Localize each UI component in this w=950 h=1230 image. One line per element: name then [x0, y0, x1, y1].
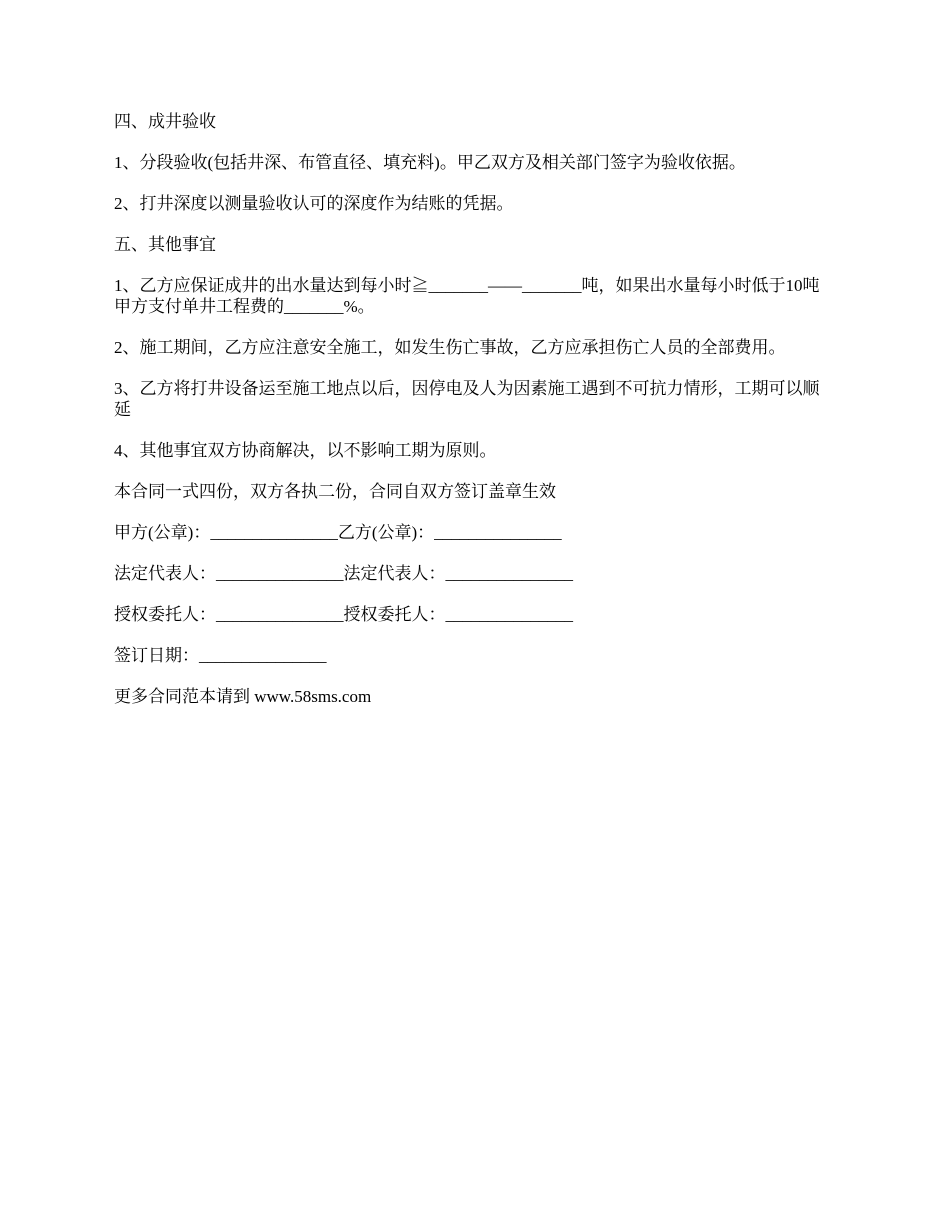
- signature-date: 签订日期：_______________: [114, 646, 327, 665]
- contract-copies-statement: 本合同一式四份，双方各执二份，合同自双方签订盖章生效: [114, 482, 556, 501]
- clause-water-output: 1、乙方应保证成井的出水量达到每小时≧_______——_______吨，如果出水量每小时低于10吨甲方支付单井工程费的_______%。: [114, 276, 820, 316]
- clause-construction-safety: 2、施工期间，乙方应注意安全施工，如发生伤亡事故，乙方应承担伤亡人员的全部费用。: [114, 338, 786, 357]
- section-heading-other-matters: 五、其他事宜: [114, 235, 216, 254]
- clause-force-majeure: 3、乙方将打井设备运至施工地点以后，因停电及人为因素施工遇到不可抗力情形，工期可以顺延: [114, 379, 820, 419]
- signature-legal-representatives: 法定代表人：_______________法定代表人：_______________: [114, 564, 573, 583]
- clause-staged-acceptance: 1、分段验收(包括井深、布管直径、填充料)。甲乙双方及相关部门签字为验收依据。: [114, 153, 746, 172]
- clause-other-negotiation: 4、其他事宜双方协商解决，以不影响工期为原则。: [114, 441, 497, 460]
- footer-more-templates: 更多合同范本请到 www.58sms.com: [114, 687, 372, 706]
- section-heading-acceptance: 四、成井验收: [114, 112, 216, 131]
- signature-party-seals: 甲方(公章)：_______________乙方(公章)：_______________: [114, 523, 562, 542]
- clause-well-depth: 2、打井深度以测量验收认可的深度作为结账的凭据。: [114, 194, 514, 213]
- document-body: [114, 111, 844, 727]
- signature-authorized-agents: 授权委托人：_______________授权委托人：_______________: [114, 605, 573, 624]
